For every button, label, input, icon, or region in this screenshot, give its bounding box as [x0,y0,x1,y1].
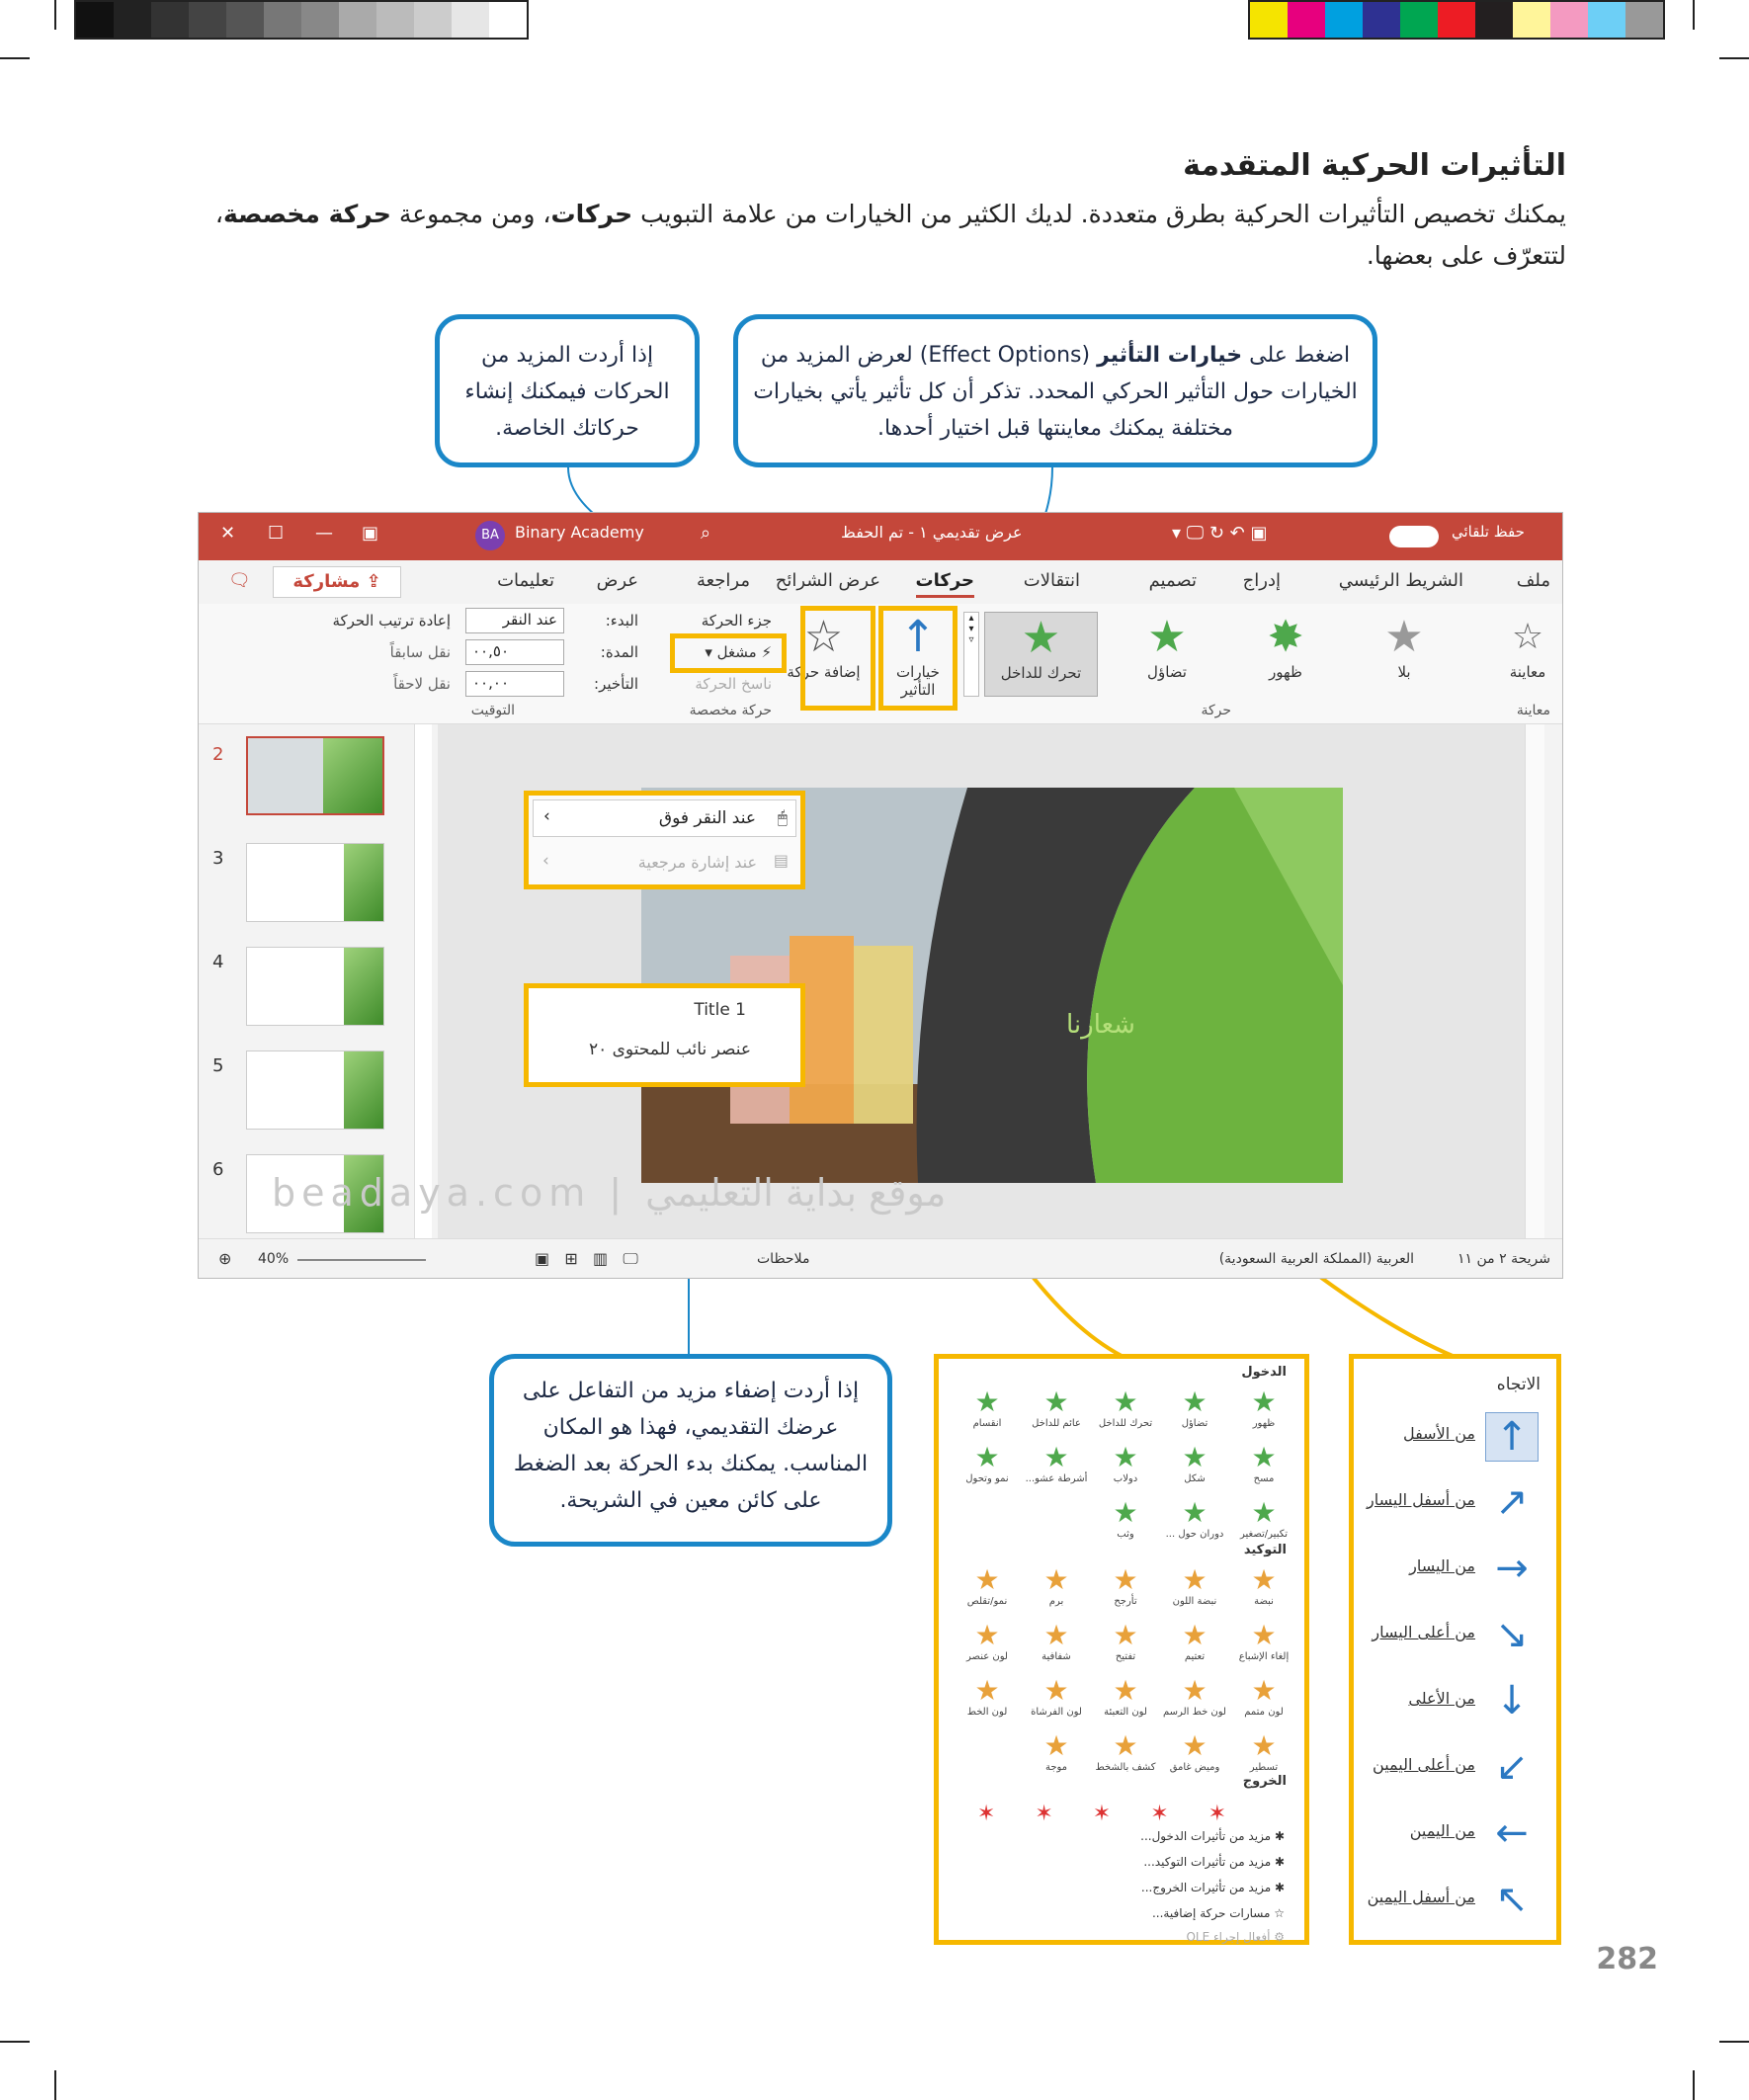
star-icon: ★ [1384,612,1424,662]
effect-label: نمو/تقلص [966,1596,1008,1607]
entrance-effect[interactable] [1024,1442,1089,1484]
callout-text: (Effect Options) لعرض المزيد من الخيارات حول التأثير الحركي المحدد. تذكر أن كل تأثير يأتي بخيارات مختلفة يمكنك معاينتها قبل اختيار أحدها. [753,343,1358,441]
star-icon: ★ [1113,1619,1138,1651]
star-icon: ★ [1251,1729,1277,1762]
gallery-section-emphasis: التوكيد [1243,1543,1287,1557]
tab-animations[interactable]: حركات [916,570,974,598]
animation-label: تحرك للداخل [1000,664,1082,682]
effect-label: تضاؤل [1181,1418,1208,1429]
more-label: مزيد من تأثيرات الدخول... [1140,1829,1272,1843]
callout-add-animation: إذا أردت المزيد من الحركات فيمكنك إنشاء حركاتك الخاصة. [435,314,700,467]
direction-title: الاتجاه [1496,1375,1541,1394]
direction-arrow-icon: ↖ [1495,1877,1529,1922]
animation-label: ظهور [1269,663,1302,681]
slide-thumbnail[interactable] [246,843,384,922]
emphasis-effect[interactable] [955,1620,1020,1662]
effect-label: لون خط الرسم [1163,1707,1226,1718]
canvas-scrollbar[interactable] [1525,724,1544,1238]
animation-pane-button[interactable]: جزء الحركة [701,612,772,630]
trigger-label: مشغل [716,643,757,661]
entrance-effect[interactable] [1162,1442,1227,1484]
direction-arrow-icon: ↑ [1485,1412,1539,1462]
slide-number: 2 [212,744,224,765]
effect-label: برم [1048,1596,1064,1607]
add-animation-label: إضافة حركة [787,663,861,681]
minimize-icon[interactable]: — [315,523,333,544]
powerpoint-window [198,512,1563,1279]
star-icon: ★ [1113,1496,1138,1529]
slide-number: 5 [212,1055,224,1076]
animation-label: بلا [1397,663,1411,681]
more-exit-link[interactable]: ✱ مزيد من تأثيرات الخروج... [1140,1881,1285,1894]
slide-number: 3 [212,848,224,869]
effect-label: دوران حول ... [1165,1529,1224,1540]
effect-label: وثب [1117,1529,1134,1540]
entrance-effect[interactable] [1093,1386,1158,1429]
effect-label: شفافية [1041,1651,1071,1662]
effect-label: لون التعبئة [1104,1707,1147,1718]
emphasis-effect[interactable] [1162,1675,1227,1718]
reorder-label: إعادة ترتيب الحركة [332,612,451,630]
effect-label: موجة [1044,1762,1068,1773]
zoom-level[interactable]: 40% [258,1251,290,1267]
effect-label: تحرك للداخل [1098,1418,1153,1429]
menu-item-on-click[interactable] [533,799,796,837]
entrance-effect[interactable] [1024,1386,1089,1429]
animation-appear[interactable] [1236,612,1335,697]
intro-text: يمكنك تخصيص التأثيرات الحركية بطرق متعددة. لديك الكثير من الخيارات من علامة التبويب [632,200,1566,228]
add-star-icon: ☆ [803,612,844,662]
slide-number: 6 [212,1159,224,1180]
direction-option[interactable] [1365,1408,1542,1464]
emphasis-effect[interactable] [1024,1730,1089,1773]
effect-label: وميض غامق [1169,1762,1220,1773]
entrance-effect[interactable] [1231,1442,1296,1484]
direction-arrow-icon: ↓ [1495,1678,1529,1723]
menu-item-label: عند النقر فوق [658,808,756,828]
direction-arrow-icon: ↘ [1495,1612,1529,1657]
ribbon-animations [199,604,1562,724]
effect-label: تكبير/تصغير [1239,1529,1289,1540]
star-icon: ★ [1251,1674,1277,1707]
animation-fly-in[interactable] [984,612,1098,697]
star-icon: ★ [974,1619,1000,1651]
emphasis-effect[interactable] [1231,1730,1296,1773]
star-icon: ★ [1251,1386,1277,1418]
emphasis-effect[interactable] [1162,1620,1227,1662]
effect-label: ظهور [1252,1418,1276,1429]
effect-label: لون عنصر [966,1651,1008,1662]
animation-none[interactable] [1355,612,1454,697]
autosave-label: حفظ تلقائي [1452,523,1525,541]
direction-option[interactable] [1365,1673,1542,1728]
effect-label: شكل [1184,1473,1206,1484]
zoom-slider[interactable] [297,1259,426,1261]
star-icon: ★ [1043,1563,1069,1596]
arrow-up-icon: ↑ [899,612,937,662]
tab-home[interactable]: الشريط الرئيسي [1338,570,1463,591]
star-icon: ★ [1182,1619,1208,1651]
direction-label: من أعلى اليمين [1373,1755,1475,1774]
direction-panel [1349,1354,1561,1945]
direction-arrow-icon: ← [1495,1810,1529,1856]
direction-label: من أسفل اليسار [1366,1490,1475,1509]
star-icon: ★ [1251,1441,1277,1473]
star-icon: ★ [1182,1386,1208,1418]
emphasis-effect[interactable] [1162,1730,1227,1773]
entrance-effect[interactable] [1093,1497,1158,1540]
effect-label: انقسام [972,1418,1002,1429]
share-label: مشاركة [292,571,361,592]
entrance-effect[interactable] [1231,1386,1296,1429]
effect-label: إلغاء الإشباع [1238,1651,1290,1662]
effect-label: عائم للداخل [1032,1418,1081,1429]
effect-label: لون الخط [966,1707,1008,1718]
direction-option[interactable] [1365,1806,1542,1861]
menu-item-bookmark[interactable] [533,845,796,881]
highlight-trigger [670,633,787,673]
title-bar [199,513,1562,560]
tab-help[interactable]: تعليمات [497,570,554,591]
callout-bold: خيارات التأثير [1097,343,1243,368]
callout-text: اضغط على [1242,343,1351,368]
direction-arrow-icon: ↗ [1495,1479,1529,1525]
notes-button[interactable]: ملاحظات [757,1251,810,1267]
effect-label: دولاب [1113,1473,1138,1484]
chevron-icon: › [542,851,549,871]
ole-actions-link[interactable]: ⚙ أفعال إجراء OLE [1186,1930,1285,1944]
highlight-effect-options [878,606,958,711]
move-earlier-button[interactable]: نقل سابقاً [389,643,451,661]
slide-count: شريحة ٢ من ١١ [1458,1251,1550,1267]
emphasis-effect[interactable] [1093,1564,1158,1607]
slide-thumbnail[interactable] [246,947,384,1026]
star-icon: ★ [1251,1619,1277,1651]
star-icon: ★ [974,1386,1000,1418]
preview-icon: ☆ [1511,617,1544,657]
gallery-section-entrance: الدخول [1241,1365,1287,1380]
highlight-add-animation [800,606,875,711]
search-icon[interactable]: ⌕ [701,523,711,544]
star-icon: ★ [1182,1674,1208,1707]
direction-label: من أسفل اليمين [1367,1888,1475,1906]
animation-fade[interactable] [1118,612,1216,697]
direction-label: من الأعلى [1408,1689,1475,1708]
star-icon: ★ [1113,1729,1138,1762]
effect-label: مسح [1253,1473,1275,1484]
chevron-icon: › [543,806,550,826]
group-label-advanced: حركة مخصصة [689,703,772,718]
entrance-effect[interactable] [1093,1442,1158,1484]
intro-text: ، لتتعرّف على بعضها. [214,200,1566,270]
slide-thumbnail[interactable] [246,1050,384,1130]
direction-option[interactable] [1365,1474,1542,1530]
ribbon-display-icon[interactable]: ▣ [362,523,379,544]
star-icon: ★ [974,1674,1000,1707]
emphasis-effect[interactable] [1231,1620,1296,1662]
animation-label: تضاؤل [1147,663,1187,681]
delay-input[interactable]: ٠٠,٠٠ [465,671,564,697]
effect-label: كشف بالشخط [1095,1762,1156,1773]
star-icon: ★ [1113,1563,1138,1596]
submenu-item-title[interactable]: Title 1 [694,1000,746,1020]
entrance-effect[interactable] [1162,1386,1227,1429]
effect-label: لون متمم [1244,1707,1284,1718]
emphasis-effect[interactable] [1024,1620,1089,1662]
effect-label: تعتيم [1184,1651,1206,1662]
bookmark-icon: ▤ [773,851,789,870]
more-emphasis-link[interactable]: ✱ مزيد من تأثيرات التوكيد... [1143,1855,1285,1869]
direction-label: من الأسفل [1402,1424,1475,1443]
tab-review[interactable]: مراجعة [696,570,750,591]
star-icon: ★ [1043,1441,1069,1473]
star-icon: ★ [1043,1386,1069,1418]
effect-label: نبضة اللون [1172,1596,1217,1607]
effect-label: تأرجح [1114,1596,1137,1607]
quick-access-icons[interactable]: ▾ 🖵 ↻ ↶ ▣ [1172,523,1268,544]
tab-design[interactable]: تصميم [1148,570,1197,591]
duration-input[interactable]: ٠٠,٥٠ [465,639,564,665]
preview-label: معاينة [1509,663,1546,681]
trigger-menu [524,791,805,889]
ribbon-tabs [199,560,1562,604]
direction-option[interactable] [1365,1607,1542,1662]
intro-text: ، ومن مجموعة [390,200,551,228]
direction-label: من أعلى اليسار [1372,1623,1475,1641]
menu-item-label: عند إشارة مرجعية [637,853,757,872]
star-icon: ★ [1182,1563,1208,1596]
group-label-animation: حركة [1201,703,1231,718]
star-icon: ✸ [1267,612,1304,662]
emphasis-effect[interactable] [955,1564,1020,1607]
star-icon: ★ [1251,1496,1277,1529]
slide-thumbnails [199,724,436,1238]
emphasis-effect[interactable] [1024,1564,1089,1607]
star-icon: ★ [1182,1729,1208,1762]
tab-file[interactable]: ملف [1516,570,1550,591]
trigger-submenu [524,983,805,1087]
maximize-icon[interactable]: ☐ [268,523,285,544]
more-label: أفعال إجراء OLE [1186,1930,1271,1944]
emphasis-effect[interactable] [955,1675,1020,1718]
emphasis-effect[interactable] [1231,1675,1296,1718]
exit-effects-row[interactable]: ✶✶✶✶✶ [976,1802,1267,1826]
direction-option[interactable] [1365,1541,1542,1596]
mouse-icon: 🖱 [777,808,788,828]
star-icon: ★ [1182,1496,1208,1529]
callout-trigger: إذا أردت إضفاء مزيد من التفاعل على عرضك التقديمي، فهذا هو المكان المناسب. يمكنك بدء الحركة بعد الضغط على كائن معين في الشريحة. [489,1354,892,1547]
entrance-effect[interactable] [955,1442,1020,1484]
star-icon: ★ [1251,1563,1277,1596]
start-dropdown[interactable]: عند النقر [465,608,564,633]
move-later-button[interactable]: نقل لاحقاً [393,675,451,693]
direction-arrow-icon: ↙ [1495,1744,1529,1790]
duration-label: المدة: [600,643,638,661]
direction-option[interactable] [1365,1872,1542,1927]
star-icon: ★ [1043,1674,1069,1707]
page-number: 282 [1596,1942,1658,1976]
effect-label: نبضة [1254,1596,1274,1607]
close-icon[interactable]: ✕ [220,523,236,544]
more-entrance-link[interactable]: ✱ مزيد من تأثيرات الدخول... [1140,1829,1285,1843]
effect-label: تسطير [1249,1762,1279,1773]
direction-option[interactable] [1365,1739,1542,1795]
avatar[interactable]: BA [475,521,505,550]
status-bar [199,1238,1562,1279]
autosave-toggle[interactable] [1389,526,1439,547]
share-button[interactable]: ⇪ مشاركة [273,566,401,598]
emphasis-effect[interactable] [1093,1675,1158,1718]
more-label: مزيد من تأثيرات التوكيد... [1143,1855,1272,1869]
direction-label: من اليسار [1409,1556,1475,1575]
star-icon: ★ [1021,613,1061,663]
entrance-effect[interactable] [1162,1497,1227,1540]
effect-label: نمو وتحول [965,1473,1009,1484]
more-label: مزيد من تأثيرات الخروج... [1140,1881,1272,1894]
star-icon: ★ [1113,1441,1138,1473]
emphasis-effect[interactable] [1093,1620,1158,1662]
animation-painter-button[interactable]: ناسخ الحركة [695,675,772,693]
slide-thumbnail-selected[interactable] [246,736,384,815]
more-label: مسارات حركة إضافية... [1151,1906,1271,1920]
star-icon: ★ [1113,1386,1138,1418]
section-heading: التأثيرات الحركية المتقدمة [1183,148,1566,183]
group-label-preview: معاينة [1516,703,1550,718]
entrance-effect[interactable] [955,1386,1020,1429]
emphasis-effect[interactable] [1024,1675,1089,1718]
gallery-section-exit: الخروج [1242,1774,1287,1789]
group-label-timing: التوقيت [470,703,515,718]
emphasis-effect[interactable] [1231,1564,1296,1607]
slide-title[interactable]: شعارنا [1066,1010,1135,1040]
thumbnail-scrollbar[interactable] [414,724,432,1238]
star-icon: ★ [974,1563,1000,1596]
effect-label: لون الفرشاة [1031,1707,1082,1718]
gallery-scroll[interactable]: ▴ ▾ ▿ [963,612,979,697]
star-icon: ★ [1113,1674,1138,1707]
star-icon: ★ [1043,1729,1069,1762]
direction-arrow-icon: → [1495,1546,1529,1591]
direction-label: من اليمين [1409,1821,1475,1840]
animation-gallery [934,1354,1309,1945]
account-name[interactable]: Binary Academy [515,523,644,542]
submenu-item-content[interactable]: عنصر نائب للمحتوى ٢٠ [588,1040,751,1059]
star-icon: ★ [1147,612,1187,662]
star-icon: ★ [974,1441,1000,1473]
trigger-button[interactable]: ⚡ مشغل ▾ [705,643,772,661]
language-status[interactable]: العربية (المملكة العربية السعودية) [1218,1251,1414,1267]
tab-slideshow[interactable]: عرض الشرائح [775,570,880,591]
fit-slide-icon[interactable]: ⊕ [218,1249,232,1268]
view-buttons[interactable]: ▣ ⊞ ▥ 🖵 [535,1249,638,1268]
tab-insert[interactable]: إدراج [1242,570,1281,591]
slide-number: 4 [212,952,224,972]
watermark: beadaya.com | موقع بداية التعليمي [272,1171,947,1215]
intro-bold: حركات [550,200,633,228]
effect-label: تفتيح [1115,1651,1136,1662]
emphasis-effect[interactable] [1162,1564,1227,1607]
tab-view[interactable]: عرض [596,570,638,591]
start-label: البدء: [605,612,638,630]
more-motion-paths-link[interactable]: ☆ مسارات حركة إضافية... [1151,1906,1285,1920]
entrance-effect[interactable] [1231,1497,1296,1540]
comments-icon[interactable]: 🗨 [228,570,251,591]
document-title[interactable]: عرض تقديمي ١ - تم الحفظ [841,523,1023,542]
preview-button[interactable] [1493,612,1562,697]
effect-label: أشرطة عشو... [1025,1473,1088,1484]
star-icon: ★ [1182,1441,1208,1473]
intro-bold: حركة مخصصة [222,200,391,228]
emphasis-effect[interactable] [1093,1730,1158,1773]
delay-label: التأخير: [594,675,638,693]
tab-transitions[interactable]: انتقالات [1023,570,1080,591]
star-icon: ★ [1043,1619,1069,1651]
effect-options-label: خيارات التأثير [896,663,940,699]
